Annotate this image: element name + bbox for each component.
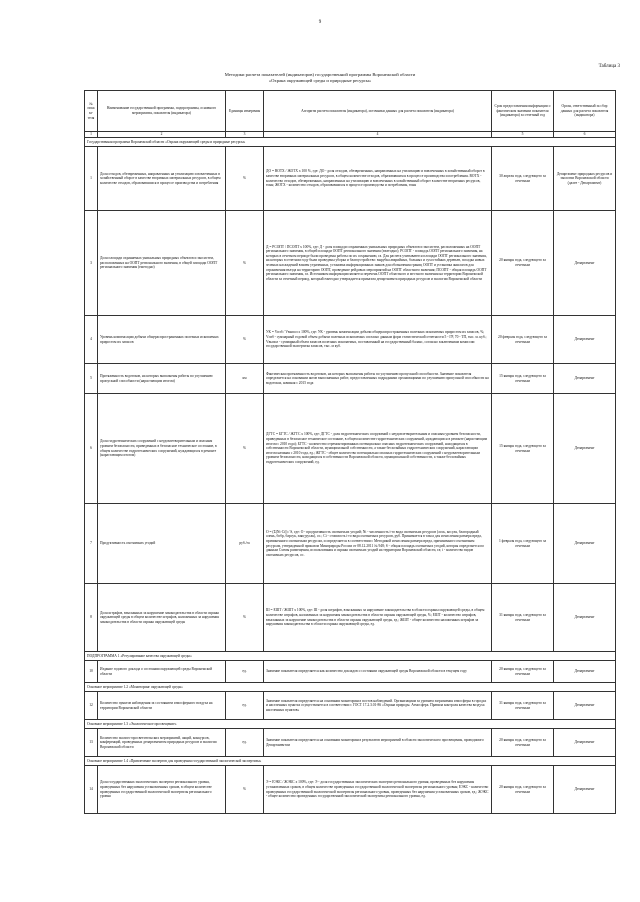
unit: % [226, 766, 264, 814]
term: 30 апреля года, следующего за отчетным [492, 147, 554, 211]
indicator-name: Доля площади охраняемых уникальных природных объектов и экосистем, расположенных на ООПТ регионального значения, в общей площади ООПТ регионального значения (ежегодно) [98, 211, 226, 316]
term: 15 января года, следующего за отчетным [492, 364, 554, 394]
unit: % [226, 584, 264, 652]
table-row [85, 504, 616, 584]
algorithm: О = (Σ(Ni·Ci)) / S, где: О - продуктивность охотничьих угодий; Ni - численность i-го вида охотничьих ресурсов (лось, косуля, благородный олень, бобр, барсук, заяц-русак), ос.; Ci - стоимость i-го вида охотничьих ресурсов, руб. Принимается в такса для исчисления размера вреда, причиненного охотничьим ресурсам, и определяется в соответствии с Методикой исчисления размера вреда, причиненного охотничьим ресурсам, утвержденной приказом Минприроды России от 08.12.2011 № 948; S - общая площадь охотничьих угодий, которая определяется по данным Схемы размещения, использования и охраны охотничьих угодий на территории Воронежской области, га; i - количество видов охотничьих ресурсов, ос. [264, 504, 492, 584]
table-row [85, 692, 616, 720]
column-number: 5 [492, 132, 554, 138]
term: 20 февраля года, следующего за отчетным [492, 316, 554, 364]
unit: руб./га [226, 504, 264, 584]
table-row [85, 661, 616, 683]
section-row [85, 757, 616, 766]
column-number: 4 [264, 132, 492, 138]
term: 20 января года, следующего за отчетным [492, 211, 554, 316]
title-line-1: Методики расчета показателей (индикаторов) государственной программы Воронежской области [224, 72, 416, 77]
table-label: Таблица 3 [598, 64, 620, 69]
section-subprogram-1: ПОДПРОГРАММА 1 «Регулирование качества окружающей среды» [85, 652, 616, 661]
algorithm: Значение показателя определяется как количество докладов о состоянии окружающей среды Воронежской области в текущем году [264, 661, 492, 683]
unit: % [226, 211, 264, 316]
responsible-organ: Департамент [554, 504, 616, 584]
responsible-organ: Департамент [554, 729, 616, 757]
unit: ед. [226, 692, 264, 720]
table-row [85, 147, 616, 211]
table-row [85, 211, 616, 316]
section-row [85, 683, 616, 692]
indicator-name: Доля отходов, обезвреженных, направленных на утилизацию и вовлеченных в хозяйственный оборот в качестве вторичных материальных ресурсов, в общем количестве отходов, образовавшихся в процессе производства и потребления [98, 147, 226, 211]
table-row [85, 364, 616, 394]
responsible-organ: Департамент [554, 364, 616, 394]
responsible-organ: Департамент [554, 766, 616, 814]
header-term: Срок предоставления информации о фактическом значении показателя (индикатора) за отчетный год [492, 91, 554, 132]
indicator-name: Доля штрафов, взысканных за нарушение законодательства в области охраны окружающей среды в общем количестве штрафов, наложенных за нарушения законодательства в области охраны окружающей среды [98, 584, 226, 652]
algorithm: ДГТС = БГТС / ЖГТС х 100%, где: ДГТС - доля гидротехнических сооружений с неудовлетворительным и опасным уровнем безопасности, приведенных в безопасное техническое состояние, в общем количестве гидротехнических сооружений, нуждающихся в ремонте (нарастающим итогом с 2010 года); БГТС - количество отремонтированных потенциально опасных гидротехнических сооружений, находящихся в собственности Воронежской области, муниципальной собственности, а также бесхозяйных гидротехнических сооружений, нарастающим итогом начиная с 2010 года, ед.; ЖГТС - общее количество потенциально опасных гидротехнических сооружений с неудовлетворительным уровнем безопасности, находящихся в собственности Воронежской области, муниципальной собственности, а также бесхозяйных гидротехнических сооружений, ед. [264, 394, 492, 504]
table-row [85, 394, 616, 504]
row-number: 13 [85, 729, 98, 757]
header-row [85, 91, 616, 132]
indicator-name: Продуктивность охотничьих угодий [98, 504, 226, 584]
responsible-organ: Департамент [554, 211, 616, 316]
unit: ед. [226, 661, 264, 683]
table-row [85, 584, 616, 652]
row-number: 5 [85, 364, 98, 394]
section-row [85, 652, 616, 661]
unit: % [226, 316, 264, 364]
row-number: 12 [85, 692, 98, 720]
term: 31 января года, следующего за отчетным [492, 692, 554, 720]
table-row [85, 729, 616, 757]
header-algorithm: Алгоритм расчета показателя (индикатора), источники данных для расчета показателя (индикатора) [264, 91, 492, 132]
term: 15 января года, следующего за отчетным [492, 394, 554, 504]
algorithm: Ш = ЕШТ / ЖШТ х 100%, где: Ш - доля штрафов, взысканных за нарушение законодательства в области охраны окружающей среды, в общем количестве штрафов, наложенных за нарушения законодательства в области охраны окружающей среды, %; ЕШТ - количество штрафов, взысканных за нарушение законодательства в области охраны окружающей среды, ед.; ЖШТ - общее количество наложенных штрафов за нарушения законодательства в области охраны окружающей среды, ед. [264, 584, 492, 652]
column-number: 2 [98, 132, 226, 138]
section-program: Государственная программа Воронежской области «Охрана окружающей среды и природные ресурсы» [85, 138, 616, 147]
header-name: Наименование государственной программы, подпрограммы, основного мероприятия, показателя (индикатора) [98, 91, 226, 132]
algorithm: ДО = ВОТХ / ЖОТХ х 100 %, где: ДО - доля отходов, обезвреженных, направленных на утилизацию и вовлеченных в хозяйственный оборот в качестве вторичных материальных ресурсов, в общем количестве отходов, образовавшихся в процессе производства и потребления. ВОТХ - количество отходов, обезвреженных, направленных на утилизацию и вовлеченных в хозяйственный оборот в качестве вторичных ресурсов, тонн; ЖОТХ - количество отходов, образовавшихся в процессе производства и потребления, тонн [264, 147, 492, 211]
unit: % [226, 394, 264, 504]
responsible-organ: Департамент [554, 584, 616, 652]
row-number: 8 [85, 584, 98, 652]
document-title [110, 72, 530, 84]
page-number: 9 [318, 20, 322, 25]
algorithm: Фактическая протяженность водотоков, на которых выполнены работы по улучшению пропускной способности. Значение показателя определяется на основании актов выполненных работ, предоставленных подрядными организациями по улучшению пропускной способности на водотоках, начиная с 2015 года [264, 364, 492, 394]
row-number: 6 [85, 394, 98, 504]
unit: ед. [226, 729, 264, 757]
row-number: 3 [85, 211, 98, 316]
column-number: 6 [554, 132, 616, 138]
row-number: 1 [85, 147, 98, 211]
responsible-organ: Департамент природных ресурсов и экологии Воронежской области (далее - Департамент) [554, 147, 616, 211]
row-number: 10 [85, 661, 98, 683]
term: 20 января года, следующего за отчетным [492, 766, 554, 814]
term: 20 января года, следующего за отчетным [492, 661, 554, 683]
indicator-name: Уровень компенсации добычи общераспространенных полезных ископаемых приростом их запасов [98, 316, 226, 364]
indicator-name: Издание годового доклада о состоянии окружающей среды Воронежской области [98, 661, 226, 683]
section-main-1-2: Основное мероприятие 1.2 «Мониторинг окружающей среды» [85, 683, 616, 692]
table-row [85, 766, 616, 814]
algorithm: УК = Vпзб / Vвыпол х 100%, где: УК - уровень компенсации добычи общераспространенных полезных ископаемых приростом их запасов, %; Vпзб - суммарный годовой объем добычи полезных ископаемых согласно данным форм статистической отчетности 5 - ГР, 70 - ТП, тыс. м. куб.; Vвыпол - суммарный объем запасов полезных ископаемых, поставленный на государственный баланс, согласно заключениям комиссии государственной экспертизы запасов, тыс. м куб. [264, 316, 492, 364]
table-row [85, 316, 616, 364]
algorithm: Значение показателя определяется на основании мониторинга постов наблюдений. Организациям за уровнем загрязнения атмосферы в городах и населенных пунктах осуществляется в соответствии с ГОСТ 17.2.3.01-86 «Охрана природы. Атмосфера. Правила контроля качества воздуха населенных пунктов» [264, 692, 492, 720]
section-main-1-4: Основное мероприятие 1.4 «Привлечение экспертов для проведения государственной экологической экспертизы» [85, 757, 616, 766]
row-number: 14 [85, 766, 98, 814]
section-main-1-3: Основное мероприятие 1.3 «Экологическое просвещение» [85, 720, 616, 729]
responsible-organ: Департамент [554, 661, 616, 683]
unit: % [226, 147, 264, 211]
unit: км [226, 364, 264, 394]
row-number: 7 [85, 504, 98, 584]
term: 1 февраля года, следующего за отчетным [492, 504, 554, 584]
header-number: № показа-теля [85, 91, 98, 132]
header-unit: Единицы измерения [226, 91, 264, 132]
column-number: 1 [85, 132, 98, 138]
indicator-name: Доля государственных экологических экспертиз регионального уровня, проведенных без нарушения установленных сроков, в общем количестве проведенных государственной экологической экспертизы регионального уровня [98, 766, 226, 814]
indicator-name: Протяженность водотоков, на которых выполнены работы по улучшению пропускной способности (нарастающим итогом) [98, 364, 226, 394]
term: 31 января года, следующего за отчетным [492, 584, 554, 652]
responsible-organ: Департамент [554, 316, 616, 364]
algorithm: Значение показателя определяется на основании мониторинга результатов мероприятий в области экологического просвещения, проводимого Департаментом [264, 729, 492, 757]
algorithm: Э = ЕЭКС / ЖЭКС х 100%, где: Э - доля государственных экологических экспертиз регионального уровня, проведенных без нарушения установленных сроков, в общем количестве проведенных государственной экологической экспертизы регионального уровня; ЕЭКС - количество проведенных государственной экологической экспертизы регионального уровня, проведенных без нарушения установленных сроков, ед.; ЖЭКС - общее количество проведенных государственной экологической экспертизы регионального уровня, ед. [264, 766, 492, 814]
section-row [85, 138, 616, 147]
indicator-name: Количество эколого-просветительских мероприятий, акций, конкурсов, конференций, проведенных департаментом природных ресурсов и экологии Воронежской области [98, 729, 226, 757]
section-row [85, 720, 616, 729]
responsible-organ: Департамент [554, 394, 616, 504]
term: 20 января года, следующего за отчетным [492, 729, 554, 757]
title-line-2: «Охрана окружающей среды и природные ресурсы» [268, 78, 372, 83]
indicator-name: Доля гидротехнических сооружений с неудовлетворительным и опасным уровнем безопасности, приведенных в безопасное техническое состояние, в общем количестве гидротехнических сооружений, нуждающихся в ремонте (нарастающим итогом) [98, 394, 226, 504]
column-number: 3 [226, 132, 264, 138]
row-number: 4 [85, 316, 98, 364]
responsible-organ: Департамент [554, 692, 616, 720]
header-organ: Орган, ответственный за сбор данных для расчета показателя (индикатора) [554, 91, 616, 132]
algorithm: Д = РСОПТ / ПСОПТ х 100%, где: Д - доля площади сохраненных уникальных природных объектов и экосистем, расположенных на ООПТ регионального значения, в общей площади ООПТ регионального значения (ежегодно); РСОПТ - площадь ООПТ регионального значения, на которых в отчетном периоде были проведены работы по их сохранению, га. Для расчета учитываются площади ООПТ регионального значения, на которых в отчетном году были проведены уборка и благоустройство: вырубка аварийных, больных и сухостойных деревьев, посадка новых зеленых насаждений взамен утраченных, установка информационных знаков для обозначения границ ООПТ и установка аншлагов для ограничения въезда на территорию ООПТ, проведение рейдовых мероприятий на ООПТ областного значения; ПСОПТ - общая площадь ООПТ регионального значения, га. Источником информации является перечень ООПТ областного и местного значения на территории Воронежской области за отчетный период, который ежегодно утверждается приказом департамента природных ресурсов и экологии Воронежской области [264, 211, 492, 316]
indicators-table [84, 90, 616, 814]
indicator-name: Количество пунктов наблюдения за состоянием атмосферного воздуха на территории Воронежской области [98, 692, 226, 720]
